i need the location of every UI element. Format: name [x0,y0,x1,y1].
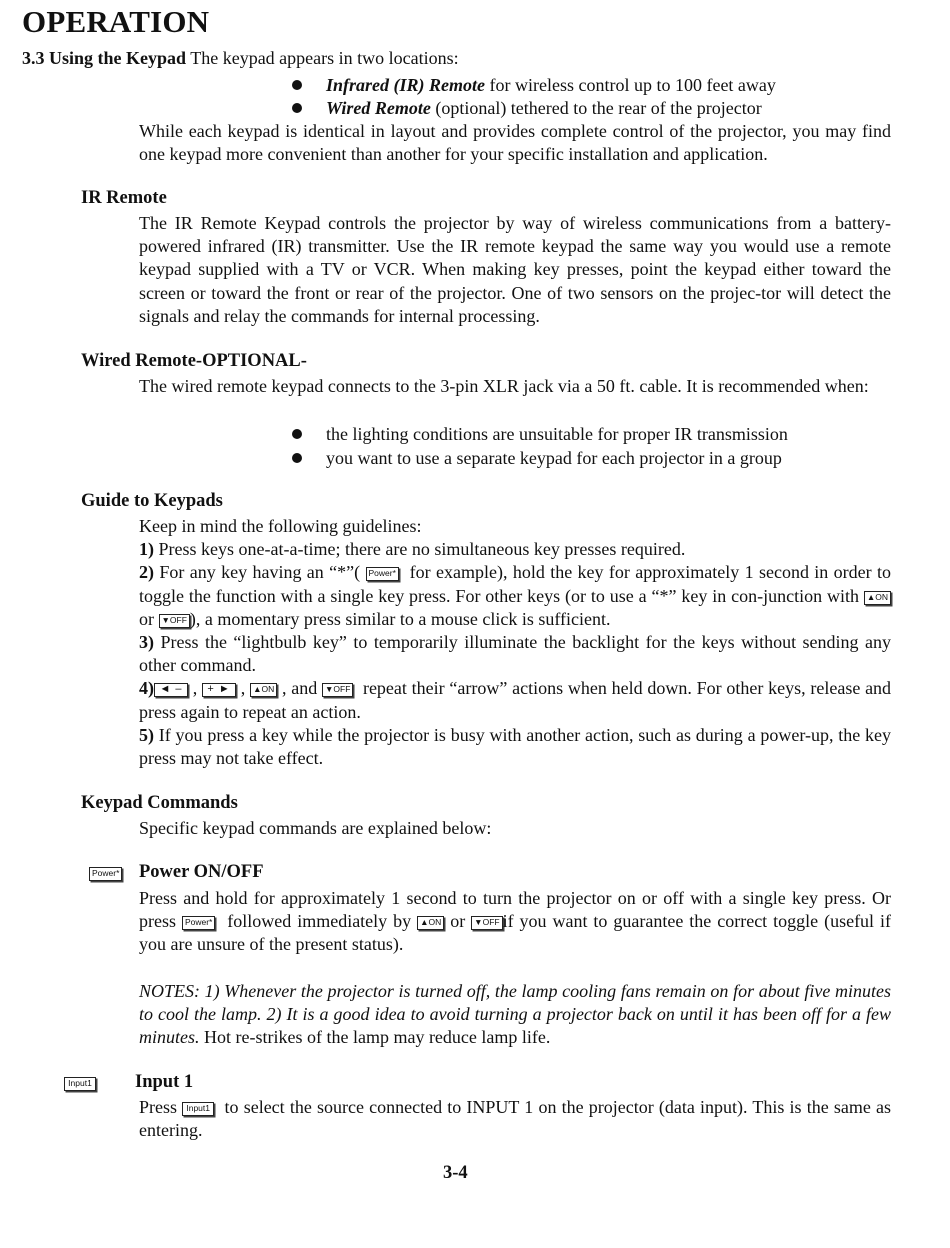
commands-heading: Keypad Commands [81,793,238,813]
wired-remote-text: The wired remote keypad connects to the 3-pin XLR jack via a 50 ft. cable. It is recommended when: [139,376,869,396]
bullet-lighting [292,423,788,446]
item-number: 5) [139,724,154,745]
item-text: repeat their “arrow” actions when held down. For other keys, release and press again to repeat an action. [139,678,892,722]
separator: , [240,678,246,699]
bullet-text: the lighting conditions are unsuitable for proper IR transmission [326,424,788,444]
power-notes-text [139,980,891,1050]
section-intro-line [22,48,459,69]
commands-intro-text: Specific keypad commands are explained below: [139,818,492,838]
bullet-dot [292,80,302,90]
bullet-text: for wireless control up to 100 feet away [489,75,776,95]
wired-remote-paragraph [139,375,891,398]
item-text: Press the “lightbulb key” to temporarily illuminate the backlight for the keys without sending any other command. [139,632,892,676]
item-text: or [139,608,154,629]
power-notes [139,980,891,1050]
input1-key-icon: Input1 [64,1077,96,1091]
input1-text: to select the source connected to INPUT 1 on the projector (data input). This is the same as entering. [139,1097,892,1141]
bullet-bold: Infrared (IR) Remote [326,75,485,95]
power-command-body [139,887,891,957]
guide-intro: Keep in mind the following guidelines: [139,516,422,536]
power-text: followed immediately by [227,911,412,932]
section-title: 3.3 Using the Keypad [22,48,187,68]
bullet-text: (optional) tethered to the rear of the projector [435,98,762,118]
notes-italic: NOTES: 1) Whenever the projector is turned off, the lamp cooling fans remain on for about five minutes to cool the lamp. 2) It is a good idea to avoid turning a projector back on until it has been off for a few minutes. [139,981,891,1048]
ir-remote-text: The IR Remote Keypad controls the projector by way of wireless communications from a battery-powered infrared (IR) transmitter. Use the IR remote keypad the same way you would use a remote keypad supplied with a TV or VCR. When making key presses, point the keypad either toward the screen or toward the front or rear of the projector. One of two sensors on the projec-tor will detect the signals and relay the commands for internal processing. [139,213,891,326]
item-number: 3) [139,632,154,653]
notes-plain: Hot re-strikes of the lamp may reduce lamp life. [204,1027,551,1048]
bullet-separate-keypad [292,447,782,470]
intro-paragraph [139,120,891,166]
bullet-ir-remote [292,74,776,97]
guide-item-5 [139,724,891,770]
input1-key-icon: Input1 [182,1102,214,1116]
on-key-icon: ▲ON [864,591,891,605]
bullet-wired-remote [292,97,762,120]
item-number: 2) [139,562,154,583]
power-text: Press and hold for approximately 1 second to turn the projector on or off with a single key press. Or press [139,888,891,932]
input1-command-body [139,1096,891,1142]
power-text: or [450,911,466,932]
guide-item-1 [139,538,891,561]
ir-remote-heading: IR Remote [81,188,167,208]
intro-paragraph-text: While each keypad is identical in layout and provides complete control of the projector, you may find one keypad more convenient than another for your specific installation and application. [139,121,891,165]
guide-heading: Guide to Keypads [81,491,223,511]
minus-key-icon: ◄ – [154,683,188,697]
commands-intro [139,817,891,840]
item-number: 4) [139,678,154,699]
off-key-icon: ▼OFF [322,683,353,697]
bullet-dot [292,429,302,439]
off-key-icon: ▼OFF [159,614,190,628]
bullet-dot [292,103,302,113]
section-intro-text: The keypad appears in two locations: [190,48,459,68]
item-text: Press keys one-at-a-time; there are no simultaneous key presses required. [158,539,686,560]
separator: , [192,678,198,699]
input1-text: Press [139,1097,178,1117]
ir-remote-paragraph [139,212,891,328]
power-key-icon: Power* [366,567,399,581]
input1-description [139,1096,891,1142]
item-text: For any key having an “*”( [159,562,361,583]
item-number: 1) [139,539,154,560]
power-text: if you want to guarantee the correct toggle (useful if you are unsure of the present status). [139,911,892,955]
guide-list [139,515,891,770]
bullet-dot [292,453,302,463]
item-text: ), a momentary press similar to a mouse click is sufficient. [189,608,611,629]
wired-remote-heading: Wired Remote-OPTIONAL- [81,351,307,371]
power-command-title: Power ON/OFF [139,862,264,882]
power-key-icon: Power* [182,916,215,930]
power-description [139,887,891,957]
page-title: OPERATION [22,4,210,39]
bullet-text: you want to use a separate keypad for each projector in a group [326,448,782,468]
item-text: for example), hold the key for approximately 1 second in order to toggle the function with a single key press. For other keys (or to use a “*” key in con-junction with [139,562,892,606]
on-key-icon: ▲ON [250,683,277,697]
item-text: If you press a key while the projector is busy with another action, such as during a power-up, the key press may not take effect. [139,724,891,769]
item-text: , and [282,678,318,699]
guide-item-4 [139,677,891,723]
guide-item-2 [139,561,891,631]
input1-command-title: Input 1 [135,1072,194,1092]
page-number: 3-4 [443,1163,468,1183]
plus-key-icon: + ► [202,683,236,697]
guide-item-3 [139,631,891,677]
bullet-bold: Wired Remote [326,98,431,118]
on-key-icon: ▲ON [417,916,444,930]
off-key-icon: ▼OFF [471,916,502,930]
power-key-icon: Power* [89,867,122,881]
